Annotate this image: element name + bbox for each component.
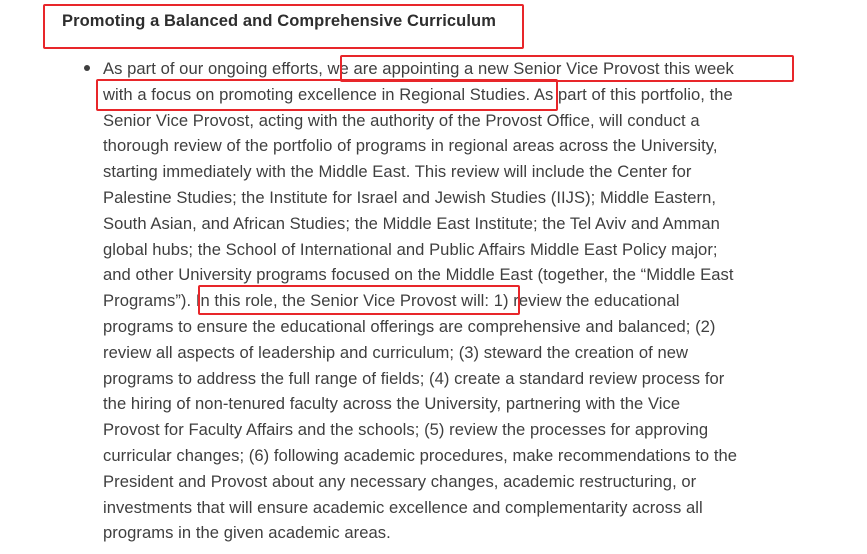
paragraph-line-2: with a focus on promoting excellence in Regional Studies. As part of this portfolio, the [103,84,733,104]
paragraph-line-6: Palestine Studies; the Institute for Israel and Jewish Studies (IIJS); Middle Eastern, [103,187,717,207]
paragraph-line-9: and other University programs focused on the Middle East (together, the “Middle East [103,265,734,285]
paragraph-line-12: review all aspects of leadership and curriculum; (3) steward the creation of new [103,342,689,362]
paragraph-line-10: Programs”). In this role, the Senior Vice Provost will: 1) review the educational [103,291,680,311]
paragraph-line-17: President and Provost about any necessary changes, academic restructuring, or [103,471,697,491]
paragraph-line-7: South Asian, and African Studies; the Middle East Institute; the Tel Aviv and Amman [103,213,720,233]
paragraph-line-13: programs to address the full range of fields; (4) create a standard review process for [103,368,725,388]
section-heading: Promoting a Balanced and Comprehensive Curriculum [62,12,496,30]
paragraph-line-4: thorough review of the portfolio of programs in regional areas across the University, [103,136,718,156]
bullet-point [84,65,90,71]
body-paragraph [103,56,823,546]
paragraph-line-18: investments that will ensure academic excellence and complementarity across all [103,497,703,517]
paragraph-line-5: starting immediately with the Middle East. This review will include the Center for [103,162,692,182]
paragraph-line-8: global hubs; the School of International and Public Affairs Middle East Policy major; [103,239,718,259]
paragraph-line-11: programs to ensure the educational offerings are comprehensive and balanced; (2) [103,316,716,336]
paragraph-line-14: the hiring of non-tenured faculty across the University, partnering with the Vice [103,394,681,414]
paragraph-line-19: programs in the given academic areas. [103,523,391,543]
paragraph-line-16: curricular changes; (6) following academic procedures, make recommendations to the [103,445,738,465]
paragraph-line-1: As part of our ongoing efforts, we are appointing a new Senior Vice Provost this week [103,59,734,78]
paragraph-line-15: Provost for Faculty Affairs and the schools; (5) review the processes for approving [103,420,709,440]
paragraph-line-3: Senior Vice Provost, acting with the authority of the Provost Office, will conduct a [103,110,700,130]
